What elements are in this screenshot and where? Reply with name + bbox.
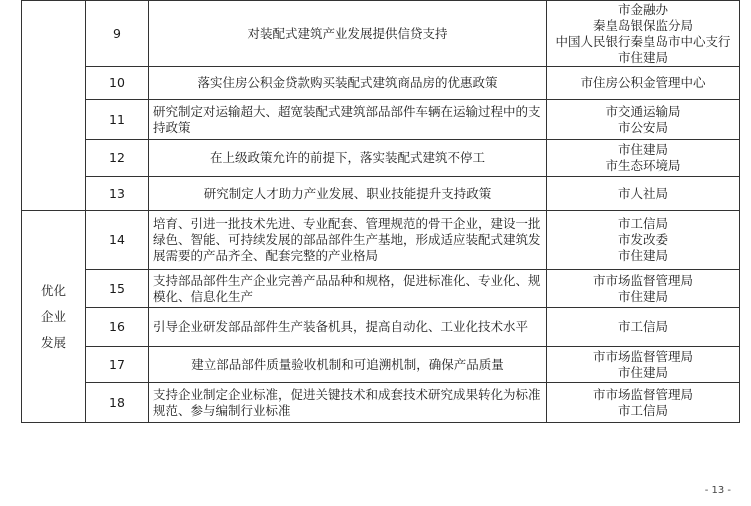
table-row	[22, 100, 740, 140]
category-label: 发展	[40, 334, 66, 350]
row-number: 12	[86, 140, 149, 177]
dept-list	[547, 100, 740, 140]
task-text: 落实住房公积金贷款购买装配式建筑商品房的优惠政策	[149, 67, 547, 100]
page-number: - 13 -	[704, 485, 731, 496]
dept-name: 市工信局	[617, 216, 668, 231]
table-row	[22, 67, 740, 100]
dept-name: 市市场监督管理局	[592, 348, 693, 364]
row-number: 18	[86, 383, 149, 423]
category-label: 优化	[40, 282, 66, 298]
table-row	[22, 347, 740, 383]
dept-list	[547, 67, 740, 100]
task-text: 引导企业研发部品部件生产装备机具，提高自动化、工业化技术水平	[149, 308, 547, 347]
dept-name: 秦皇岛银保监分局	[592, 17, 693, 33]
dept-list	[547, 1, 740, 67]
dept-list	[547, 347, 740, 383]
dept-name: 市住建局	[617, 288, 668, 304]
dept-list	[547, 177, 740, 211]
table-row	[22, 308, 740, 347]
dept-list	[547, 140, 740, 177]
task-text: 研究制定对运输超大、超宽装配式建筑部品部件车辆在运输过程中的支持政策	[149, 100, 547, 140]
dept-name: 市工信局	[617, 319, 668, 334]
dept-name: 中国人民银行秦皇岛市中心支行	[555, 33, 731, 49]
dept-name: 市生态环境局	[605, 158, 681, 173]
row-number: 10	[86, 67, 149, 100]
row-number: 13	[86, 177, 149, 211]
dept-list	[547, 383, 740, 423]
dept-name: 市住建局	[617, 248, 668, 263]
table-row	[22, 383, 740, 423]
task-text: 研究制定人才助力产业发展、职业技能提升支持政策	[149, 177, 547, 211]
dept-name: 市住房公积金管理中心	[580, 75, 706, 90]
row-number: 17	[86, 347, 149, 383]
dept-list	[547, 308, 740, 347]
category-cell-empty	[22, 1, 86, 211]
row-number: 11	[86, 100, 149, 140]
category-label: 企业	[40, 308, 66, 324]
task-text: 支持部品部件生产企业完善产品品种和规格，促进标准化、专业化、规模化、信息化生产	[149, 270, 547, 308]
row-number: 14	[86, 211, 149, 270]
dept-name: 市市场监督管理局	[592, 272, 693, 288]
dept-name: 市住建局	[617, 49, 668, 65]
table-row	[22, 1, 740, 67]
task-text: 培育、引进一批技术先进、专业配套、管理规范的骨干企业，建设一批绿色、智能、可持续发展的部品部件生产基地，形成适应装配式建筑发展需要的产品齐全、配套完整的产业格局	[149, 211, 547, 270]
dept-name: 市交通运输局	[605, 103, 681, 119]
dept-name: 市金融办	[617, 1, 668, 17]
task-text: 支持企业制定企业标准，促进关键技术和成套技术研究成果转化为标准规范、参与编制行业标准	[149, 383, 547, 423]
dept-list	[547, 211, 740, 270]
dept-name: 市公安局	[617, 119, 668, 135]
table-row	[22, 211, 740, 270]
row-number: 16	[86, 308, 149, 347]
dept-name: 市住建局	[617, 142, 668, 157]
task-table	[21, 0, 740, 423]
task-text: 对装配式建筑产业发展提供信贷支持	[149, 1, 547, 67]
task-text: 在上级政策允许的前提下，落实装配式建筑不停工	[149, 140, 547, 177]
table-row	[22, 270, 740, 308]
category-cell	[22, 211, 86, 423]
dept-name: 市人社局	[617, 185, 668, 201]
dept-name: 市市场监督管理局	[592, 386, 693, 402]
dept-name: 市住建局	[617, 364, 668, 380]
table-row	[22, 140, 740, 177]
row-number: 9	[86, 1, 149, 67]
row-number: 15	[86, 270, 149, 308]
table-row	[22, 177, 740, 211]
dept-list	[547, 270, 740, 308]
dept-name: 市工信局	[617, 402, 668, 418]
dept-name: 市发改委	[617, 232, 668, 247]
task-text: 建立部品部件质量验收机制和可追溯机制，确保产品质量	[149, 347, 547, 383]
